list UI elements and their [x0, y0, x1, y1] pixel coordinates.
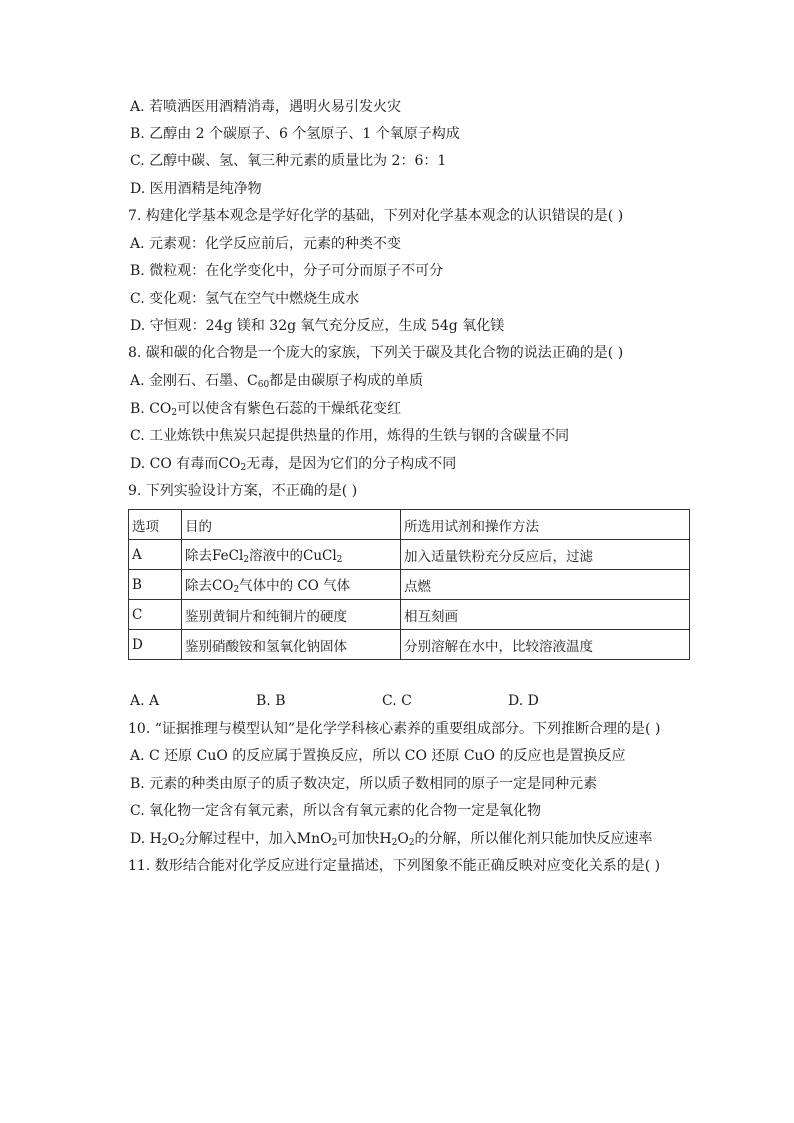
q8-option-b: B. $CO_2$可以使含有紫色石蕊的干燥纸花变红	[130, 401, 402, 418]
row-purpose: 除去FeCl$_2$溶液中的CuCl$_2$	[182, 540, 401, 570]
row-method: 加入适量铁粉充分反应后，过滤	[401, 540, 690, 570]
row-method: 分别溶解在水中，比较溶液温度	[401, 630, 690, 660]
table-row	[129, 600, 690, 630]
row-method: 相互刻画	[401, 600, 690, 630]
q6-option-a: A. 若喷洒医用酒精消毒，遇明火易引发火灾	[130, 99, 402, 115]
q6-option-c: C. 乙醇中碳、氢、氧三种元素的质量比为 2：6：1	[130, 153, 447, 169]
row-purpose: 鉴别硝酸铵和氢氧化钠固体	[182, 630, 401, 660]
header-method: 所选用试剂和操作方法	[401, 510, 690, 540]
q10-option-c: C. 氧化物一定含有氧元素，所以含有氧元素的化合物一定是氧化物	[130, 803, 542, 819]
q9-choice-c: C. C	[382, 693, 412, 709]
header-option: 选项	[129, 510, 182, 540]
table-row	[129, 570, 690, 600]
header-purpose: 目的	[182, 510, 401, 540]
q8-stem: 8. 碳和碳的化合物是一个庞大的家族，下列关于碳及其化合物的说法正确的是( )	[128, 345, 624, 361]
row-purpose: 鉴别黄铜片和纯铜片的硬度	[182, 600, 401, 630]
q10-option-a: A. C 还原 CuO 的反应属于置换反应，所以 CO 还原 CuO 的反应也是置换反应	[130, 748, 626, 764]
q10-option-b: B. 元素的种类由原子的质子数决定，所以质子数相同的原子一定是同种元素	[130, 776, 598, 792]
q8-option-d: D. CO 有毒而$CO_2$无毒，是因为它们的分子构成不同	[130, 456, 457, 473]
q7-option-b: B. 微粒观：在化学变化中，分子可分而原子不可分	[130, 263, 444, 279]
q9-choice-d: D. D	[508, 693, 539, 709]
q11-stem: 11. 数形结合能对化学反应进行定量描述，下列图象不能正确反映对应变化关系的是( )	[128, 858, 661, 874]
q6-option-b: B. 乙醇由 2 个碳原子、6 个氢原子、1 个氧原子构成	[130, 126, 460, 142]
row-method: 点燃	[401, 570, 690, 600]
q10-stem: 10. “证据推理与模型认知”是化学学科核心素养的重要组成部分。下列推断合理的是( )	[128, 721, 661, 737]
q9-stem: 9. 下列实验设计方案，不正确的是( )	[128, 483, 358, 499]
q7-option-a: A. 元素观：化学反应前后，元素的种类不变	[130, 236, 402, 252]
row-option: D	[129, 630, 182, 660]
experiment-table	[128, 509, 690, 660]
row-option: A	[129, 540, 182, 570]
row-option: B	[129, 570, 182, 600]
q8-option-c: C. 工业炼铁中焦炭只起提供热量的作用，炼得的生铁与钢的含碳量不同	[130, 428, 570, 444]
table-row	[129, 630, 690, 660]
table-header-row	[129, 510, 690, 540]
row-option: C	[129, 600, 182, 630]
q6-option-d: D. 医用酒精是纯净物	[130, 181, 262, 197]
q7-option-d: D. 守恒观：24g 镁和 32g 氧气充分反应，生成 54g 氧化镁	[130, 318, 505, 334]
q10-option-d: D. $H_2O_2$分解过程中，加入MnO$_2$可加快$H_2O_2$的分解，所以催化剂只能加快反应速率	[130, 831, 653, 848]
q7-option-c: C. 变化观：氢气在空气中燃烧生成水	[130, 291, 360, 307]
row-purpose: 除去$CO_2$气体中的 CO 气体	[182, 570, 401, 600]
q7-stem: 7. 构建化学基本观念是学好化学的基础，下列对化学基本观念的认识错误的是( )	[128, 208, 624, 224]
q8-option-a: A. 金刚石、石墨、$C_{60}$都是由碳原子构成的单质	[130, 373, 424, 390]
table-row	[129, 540, 690, 570]
q9-choice-a: A. A	[130, 693, 160, 709]
q9-choice-b: B. B	[256, 693, 286, 709]
